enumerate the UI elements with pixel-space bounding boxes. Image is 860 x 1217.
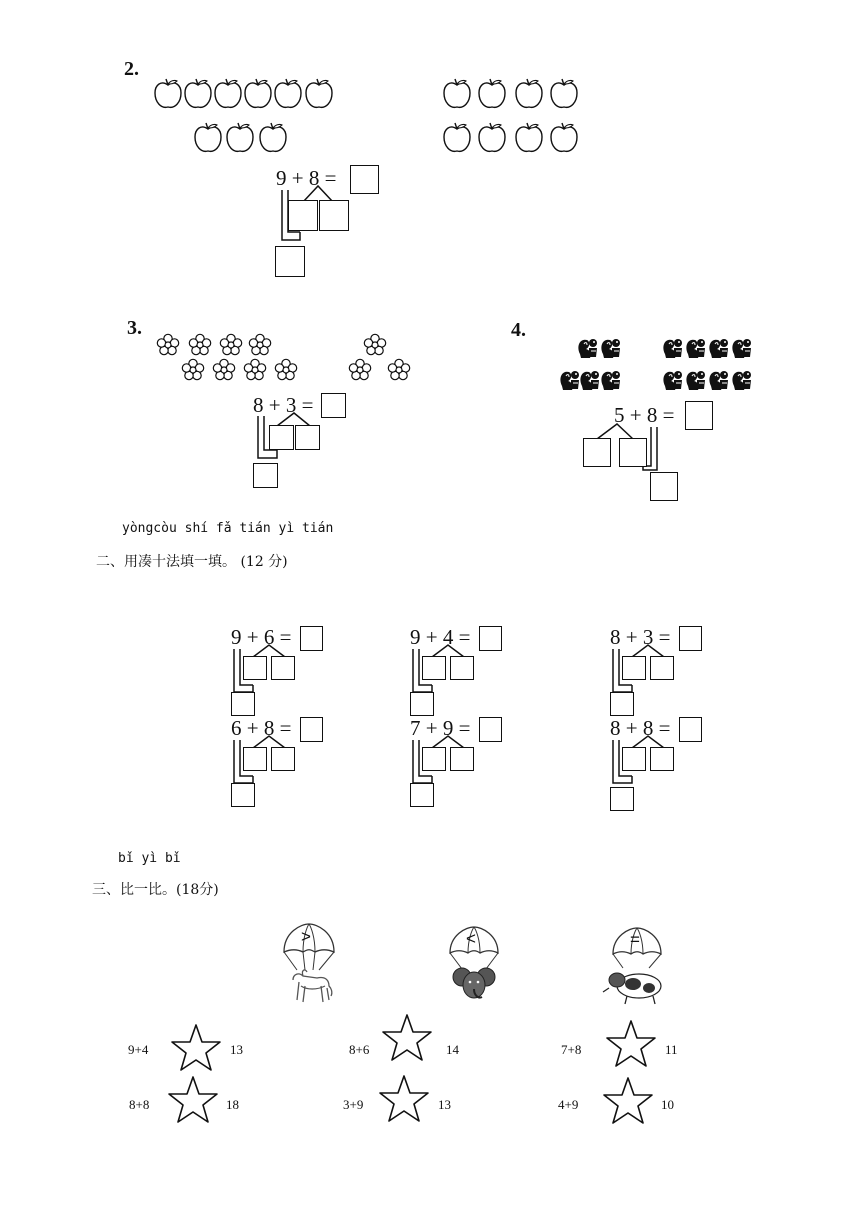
star-answer-icon[interactable] bbox=[603, 1078, 653, 1124]
split-box[interactable] bbox=[422, 656, 446, 680]
star-answer-icon[interactable] bbox=[382, 1015, 432, 1061]
equation-text: 5 + 8 = bbox=[614, 403, 675, 427]
parachute-cow bbox=[603, 926, 669, 1008]
section-3-heading: 三、比一比。(18分) bbox=[92, 882, 219, 898]
make-ten-diagram bbox=[610, 716, 705, 814]
split-lines bbox=[0, 0, 860, 520]
expression-right: 18 bbox=[226, 1097, 239, 1112]
split-box[interactable] bbox=[650, 656, 674, 680]
equation-text: 9 + 4 = bbox=[410, 625, 471, 649]
split-box[interactable] bbox=[450, 747, 474, 771]
make-ten-diagram bbox=[231, 625, 326, 720]
parachute-horse bbox=[279, 922, 339, 1006]
expression-right: 10 bbox=[661, 1097, 674, 1112]
make-ten-diagram bbox=[231, 716, 326, 811]
cow-icon bbox=[603, 966, 669, 1006]
expression-left: 3+9 bbox=[343, 1097, 364, 1112]
sum-ten-box[interactable] bbox=[231, 692, 255, 716]
comparison-symbol: < bbox=[466, 929, 476, 948]
horse-icon bbox=[287, 966, 335, 1006]
star-answer-icon[interactable] bbox=[171, 1025, 221, 1071]
star-answer-icon[interactable] bbox=[606, 1021, 656, 1067]
sum-ten-box[interactable] bbox=[410, 783, 434, 807]
elephant-icon bbox=[450, 965, 498, 1003]
sum-ten-box[interactable] bbox=[650, 472, 678, 501]
expression-right: 13 bbox=[438, 1097, 451, 1112]
expression-right: 13 bbox=[230, 1042, 243, 1057]
split-box[interactable] bbox=[271, 656, 295, 680]
equation-text: 9 + 8 = bbox=[276, 166, 337, 190]
equation-text: 8 + 8 = bbox=[610, 716, 671, 740]
make-ten-diagram bbox=[410, 625, 505, 720]
star-answer-icon[interactable] bbox=[379, 1076, 429, 1122]
equation-text: 8 + 3 = bbox=[253, 393, 314, 417]
equation-text: 8 + 3 = bbox=[610, 625, 671, 649]
expression-right: 14 bbox=[446, 1042, 459, 1057]
equation-text: 7 + 9 = bbox=[410, 716, 471, 740]
split-box[interactable] bbox=[422, 747, 446, 771]
expression-left: 9+4 bbox=[128, 1042, 149, 1057]
expression-left: 8+8 bbox=[129, 1097, 150, 1112]
split-box[interactable] bbox=[450, 656, 474, 680]
split-box[interactable] bbox=[243, 747, 267, 771]
section-2-pinyin: yòngcòu shí fǎ tián yì tián bbox=[122, 521, 334, 536]
section-2-heading: 二、用凑十法填一填。 (12 分) bbox=[96, 554, 288, 570]
split-box[interactable] bbox=[583, 438, 611, 467]
expression-left: 7+8 bbox=[561, 1042, 582, 1057]
star-answer-icon[interactable] bbox=[168, 1077, 218, 1123]
split-box[interactable] bbox=[243, 656, 267, 680]
expression-right: 11 bbox=[665, 1042, 678, 1057]
sum-ten-box[interactable] bbox=[610, 787, 634, 811]
sum-ten-box[interactable] bbox=[410, 692, 434, 716]
split-box[interactable] bbox=[622, 747, 646, 771]
comparison-symbol: > bbox=[301, 927, 311, 946]
equation-text: 6 + 8 = bbox=[231, 716, 292, 740]
expression-left: 4+9 bbox=[558, 1097, 579, 1112]
make-ten-diagram bbox=[410, 716, 505, 811]
sum-ten-box[interactable] bbox=[610, 692, 634, 716]
make-ten-diagram bbox=[610, 625, 705, 720]
expression-left: 8+6 bbox=[349, 1042, 370, 1057]
equation-text: 9 + 6 = bbox=[231, 625, 292, 649]
comparison-symbol: = bbox=[630, 930, 640, 949]
question-number-3: 3. bbox=[127, 317, 142, 339]
question-number-4: 4. bbox=[511, 319, 526, 341]
split-box[interactable] bbox=[271, 747, 295, 771]
question-number-2: 2. bbox=[124, 58, 139, 80]
split-box[interactable] bbox=[619, 438, 647, 467]
parachute-elephant bbox=[446, 925, 502, 1005]
sum-ten-box[interactable] bbox=[231, 783, 255, 807]
split-box[interactable] bbox=[622, 656, 646, 680]
split-box[interactable] bbox=[650, 747, 674, 771]
section-3-pinyin: bǐ yì bǐ bbox=[118, 851, 181, 866]
